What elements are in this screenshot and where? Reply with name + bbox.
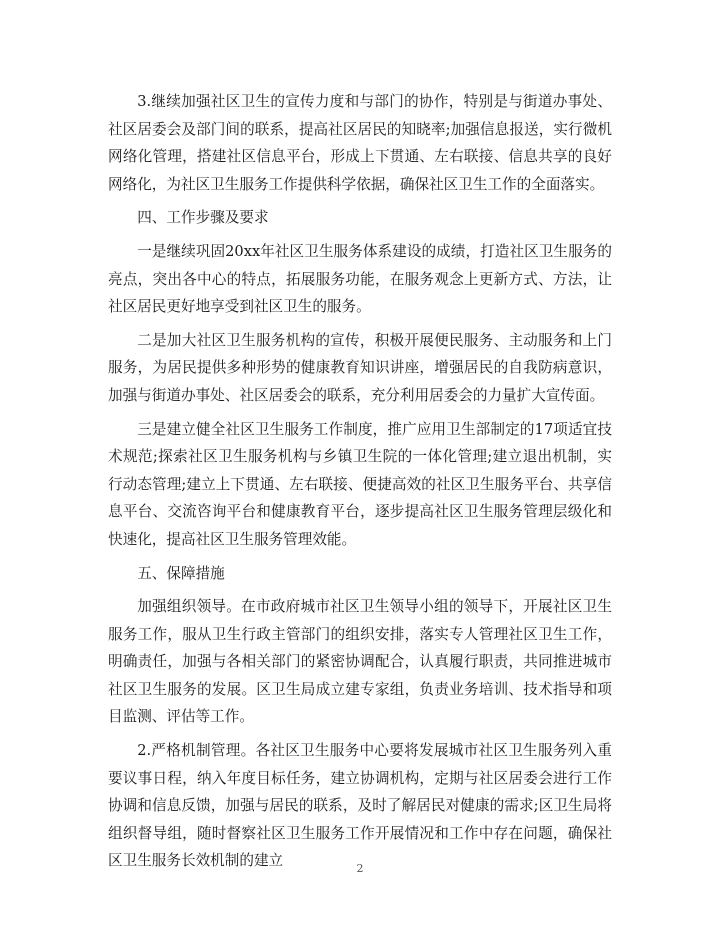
paragraph-organization: 加强组织领导。在市政府城市社区卫生领导小组的领导下，开展社区卫生服务工作，服从卫生行政主管部门的组织安排，落实专人管理社区卫生工作，明确责任，加强与各相关部门的紧密协调配合，认真履行职责，共同推进城市社区卫生服务的发展。区卫生局成立建专家组，负责业务培训、技术指导和项目监测、评估等工作。 <box>108 598 612 726</box>
paragraph-step-three: 三是建立健全社区卫生服务工作制度，推广应用卫生部制定的17项适宜技术规范;探索社区卫生服务机构与乡镇卫生院的一体化管理;建立退出机制，实行动态管理;建立上下贯通、左右联接、便捷高效的社区卫生服务平台、共享信息平台、交流咨询平台和健康教育平台，逐步提高社区卫生服务管理层级化和快速化，提高社区卫生服务管理效能。 <box>108 420 612 548</box>
paragraph-mechanism: 2.严格机制管理。各社区卫生服务中心要将发展城市社区卫生服务列入重要议事日程，纳入年度目标任务，建立协调机构，定期与社区居委会进行工作协调和信息反馈，加强与居民的联系，及时了解居民对健康的需求;区卫生局将组织督导组，随时督察社区卫生服务工作开展情况和工作中存在问题，确保社区卫生服务长效机制的建立 <box>108 742 612 870</box>
paragraph-step-one: 一是继续巩固20xx年社区卫生服务体系建设的成绩，打造社区卫生服务的亮点，突出各中心的特点，拓展服务功能，在服务观念上更新方式、方法，让社区居民更好地享受到社区卫生的服务。 <box>108 242 612 316</box>
paragraph-step-two: 二是加大社区卫生服务机构的宣传，积极开展便民服务、主动服务和上门服务，为居民提供多种形势的健康教育知识讲座，增强居民的自我防病意识，加强与街道办事处、社区居委会的联系，充分利用居委会的力量扩大宣传面。 <box>108 331 612 404</box>
section-heading-steps: 四、工作步骤及要求 <box>137 209 269 227</box>
paragraph-publicity: 3.继续加强社区卫生的宣传力度和与部门的协作，特别是与街道办事处、社区居委会及部门间的联系，提高社区居民的知晓率;加强信息报送，实行微机网络化管理，搭建社区信息平台，形成上下贯通、左右联接、信息共享的良好网络化，为社区卫生服务工作提供科学依据，确保社区卫生工作的全面落实。 <box>108 93 612 193</box>
section-heading-safeguards: 五、保障措施 <box>137 564 225 582</box>
page-number: 2 <box>356 862 364 875</box>
document-body <box>108 88 612 881</box>
